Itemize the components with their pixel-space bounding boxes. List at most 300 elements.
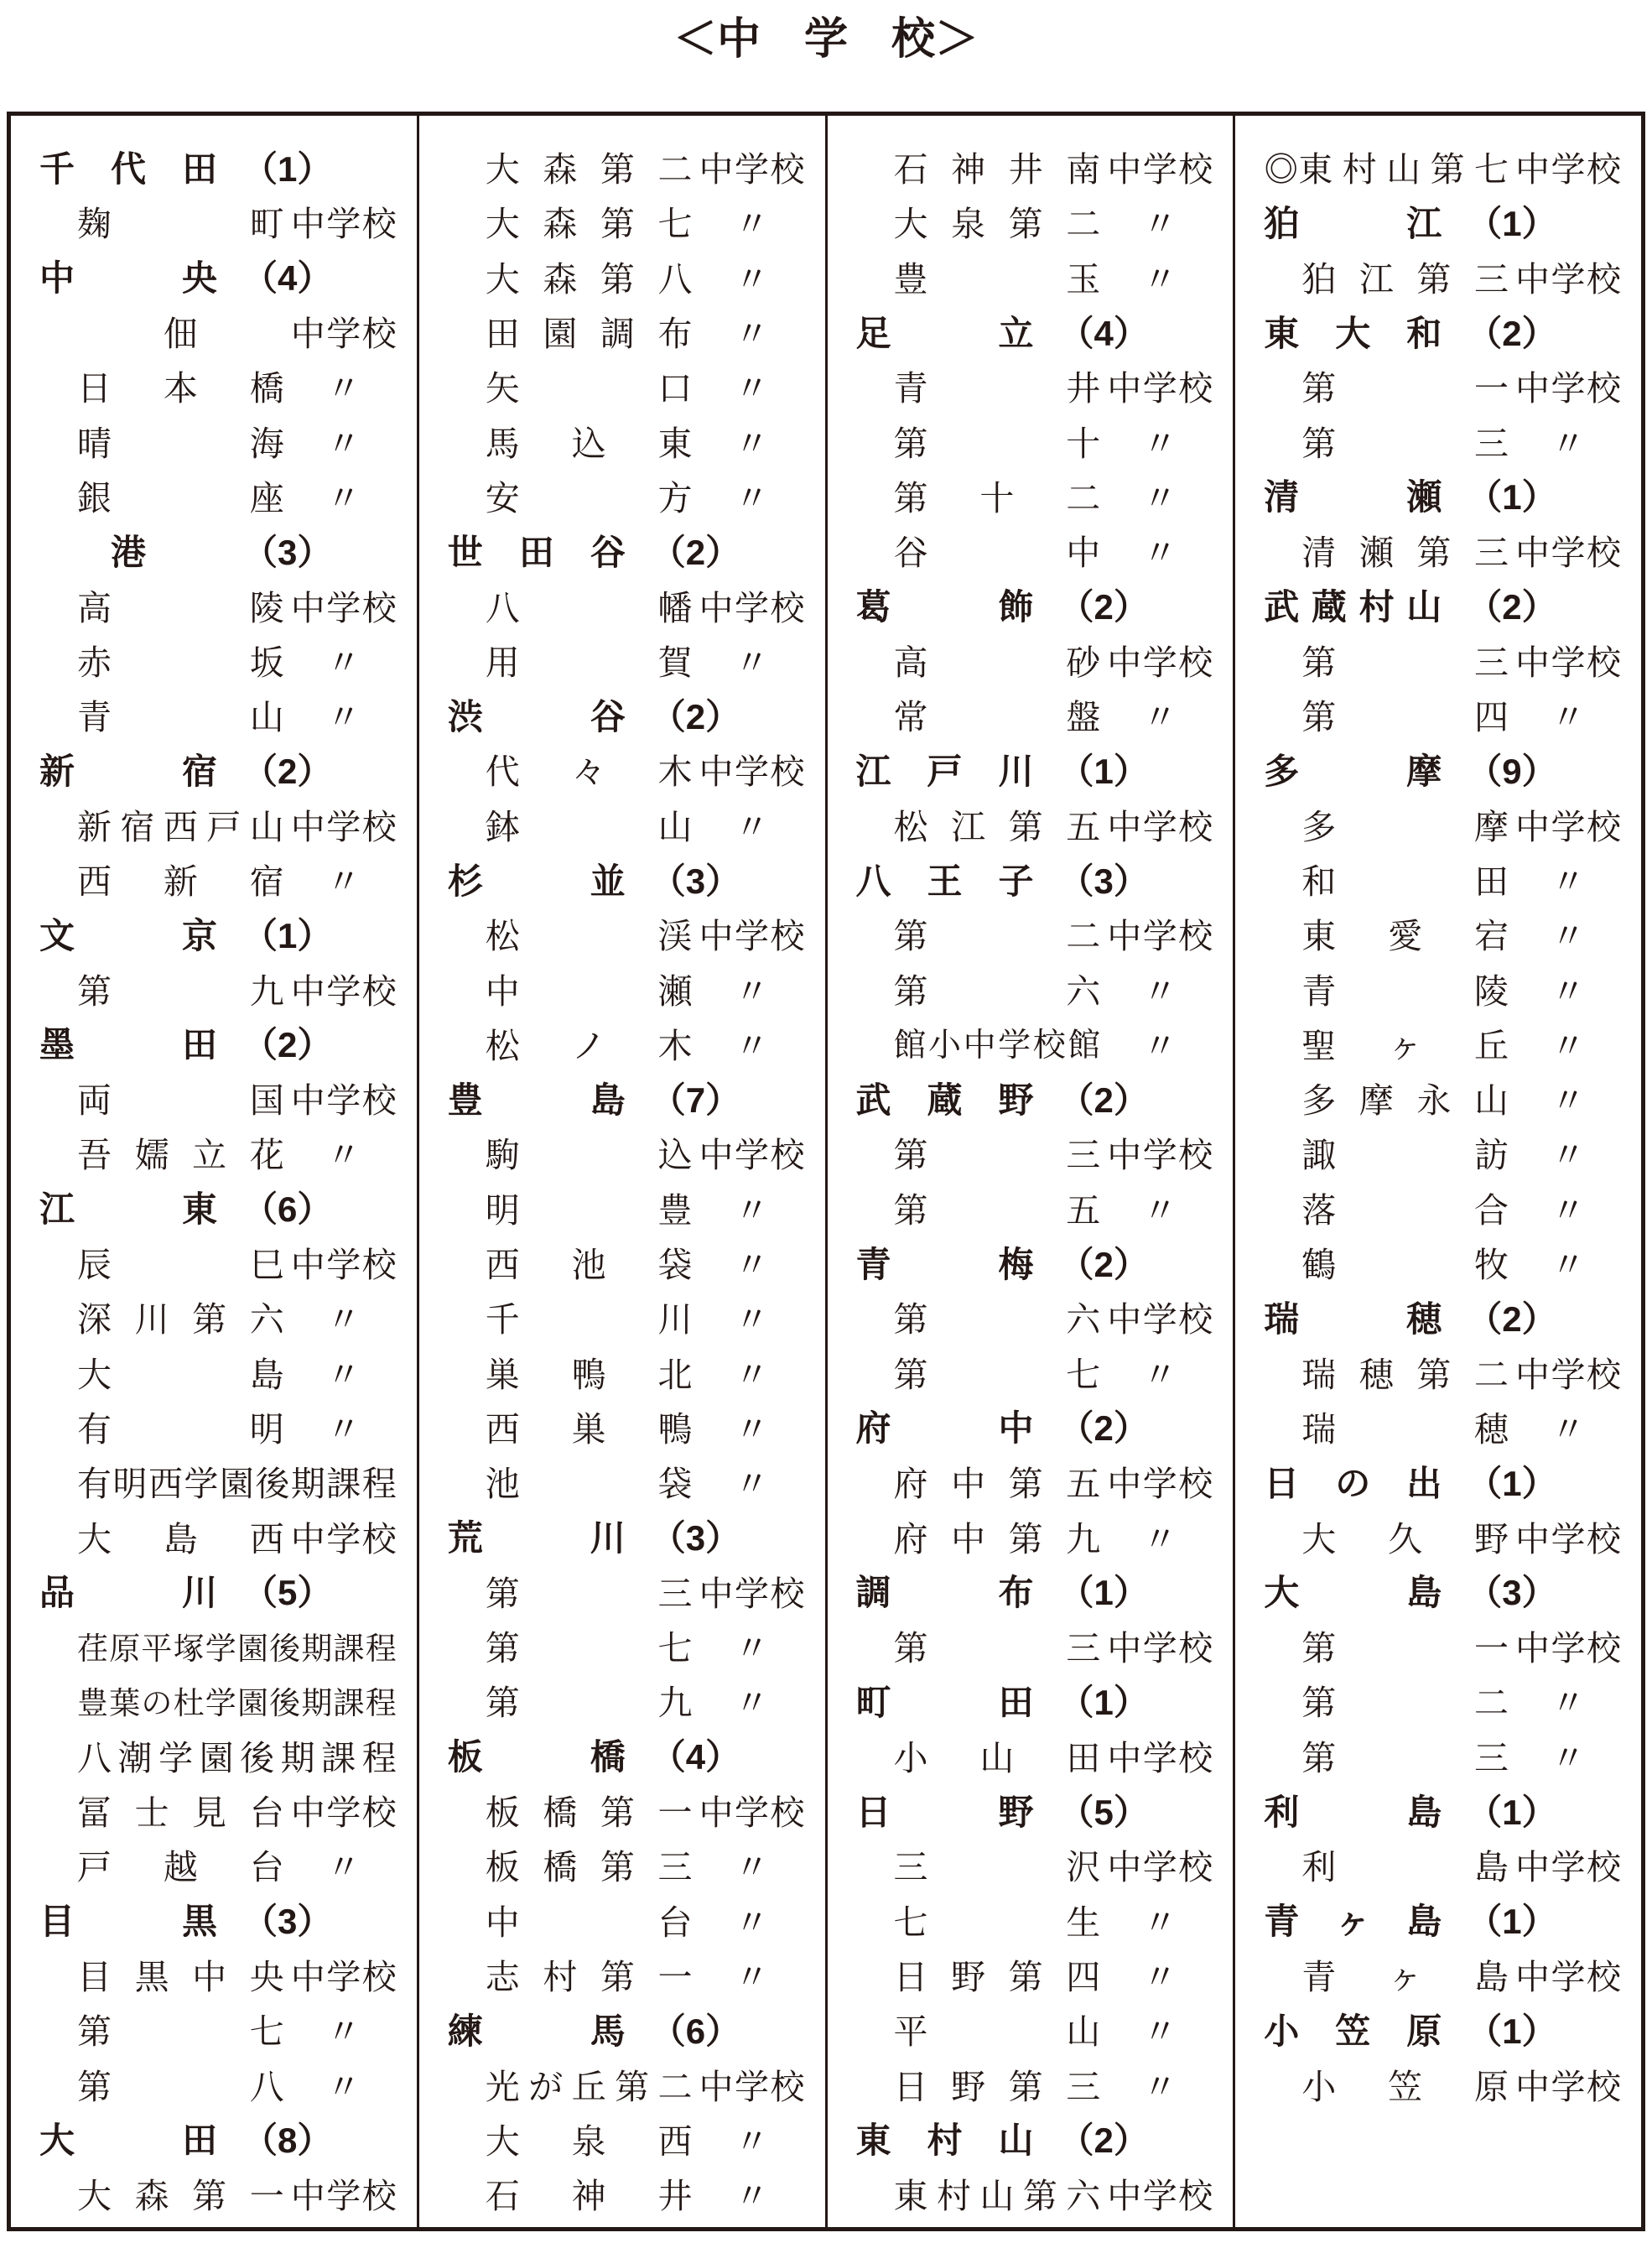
school-suffix: 中 学 校 <box>1107 1629 1213 1668</box>
school-name: 狛 江 第 三 <box>1301 259 1509 299</box>
ditto-mark: 〃 <box>1142 2012 1177 2052</box>
school-count: （4） <box>650 1737 741 1777</box>
school-count: （1） <box>1058 1682 1149 1722</box>
school-name: 大 森 第 一 <box>77 2177 284 2216</box>
school-name: 清 瀬 第 三 <box>1301 533 1509 573</box>
district-header-row <box>39 742 397 796</box>
school-count: （3） <box>1058 861 1149 901</box>
district-header-row <box>39 1180 397 1235</box>
school-row <box>448 358 805 413</box>
school-count: （1） <box>242 148 333 189</box>
school-row <box>1264 139 1621 194</box>
ditto-mark: 〃 <box>1142 1519 1177 1559</box>
school-name: 七 生 <box>893 1902 1101 1942</box>
school-name: 西 新 宿 <box>77 862 284 901</box>
school-name: 和 田 <box>1301 862 1509 901</box>
district-header-row <box>1264 1454 1621 1508</box>
school-name: 千 川 <box>485 1300 693 1340</box>
school-row <box>39 468 397 523</box>
school-row <box>448 2056 805 2110</box>
school-row <box>1264 1016 1621 1070</box>
ditto-mark: 〃 <box>1551 1081 1586 1121</box>
school-row <box>39 687 397 742</box>
school-name: 佃 <box>163 315 198 354</box>
school-name: 小 笠 原 <box>1301 2067 1509 2106</box>
district-name: 千 代 田 <box>39 148 217 189</box>
school-name: 日 野 第 三 <box>893 2067 1101 2106</box>
district-name: 中 央 <box>39 258 217 299</box>
school-row <box>856 523 1213 577</box>
district-header-row <box>1264 1782 1621 1837</box>
school-name: 諏 訪 <box>1301 1136 1509 1175</box>
school-row <box>1264 632 1621 687</box>
school-name: 吾 嬬 立 花 <box>77 1136 284 1175</box>
school-row <box>448 960 805 1015</box>
school-name: 第 三 <box>893 1136 1101 1175</box>
district-name: 目 黒 <box>39 1902 217 1942</box>
school-row <box>1264 1399 1621 1454</box>
school-name: ◎東 村 山 第 七 <box>1264 150 1509 190</box>
ditto-mark: 〃 <box>326 1409 361 1449</box>
school-row <box>448 413 805 467</box>
school-name: 館 小 中 学 校 館 <box>893 1028 1101 1064</box>
district-header-row <box>448 1070 805 1125</box>
school-suffix: 中 学 校 <box>290 971 397 1011</box>
school-count: （1） <box>1467 1902 1557 1942</box>
school-count: （2） <box>1058 2121 1149 2161</box>
district-name: 大 島 <box>1264 1573 1442 1613</box>
school-suffix: 中 学 校 <box>290 2177 397 2216</box>
school-row <box>448 1345 805 1399</box>
ditto-mark: 〃 <box>735 1629 769 1668</box>
ditto-mark: 〃 <box>735 369 769 409</box>
ditto-mark: 〃 <box>1551 1738 1586 1777</box>
school-name: 第 五 <box>893 1190 1101 1230</box>
school-row <box>448 1399 805 1454</box>
school-suffix: 中 学 校 <box>1107 1738 1213 1777</box>
school-row <box>856 1180 1213 1235</box>
school-name: 晴 海 <box>77 424 284 463</box>
ditto-mark: 〃 <box>735 259 769 299</box>
school-row <box>39 960 397 1015</box>
district-name: 渋 谷 <box>447 696 626 736</box>
school-row <box>856 1508 1213 1563</box>
school-row <box>448 2166 805 2220</box>
district-header-row <box>1264 304 1621 358</box>
school-row <box>39 358 397 413</box>
school-row <box>448 1618 805 1673</box>
school-name: 谷 中 <box>893 533 1101 573</box>
district-header-row <box>856 1399 1213 1454</box>
school-row <box>448 1947 805 2001</box>
school-count: （1） <box>1467 1463 1557 1503</box>
school-row <box>448 1837 805 1892</box>
school-row <box>856 1289 1213 1344</box>
district-name: 狛 江 <box>1264 203 1442 243</box>
district-header-row <box>39 1892 397 1947</box>
school-name: 瑞 穂 第 二 <box>1301 1355 1509 1394</box>
school-row <box>448 1180 805 1235</box>
district-name: 武 蔵 野 <box>855 1080 1034 1120</box>
school-row <box>39 1618 397 1673</box>
ditto-mark: 〃 <box>1142 478 1177 518</box>
school-count: （8） <box>242 2121 333 2161</box>
district-header-row <box>39 523 397 577</box>
district-header-row <box>39 1016 397 1070</box>
school-row <box>1264 851 1621 906</box>
school-count: （3） <box>1467 1573 1557 1613</box>
school-name: 八 幡 <box>485 588 693 627</box>
school-name: 日 本 橋 <box>77 369 284 409</box>
school-name: 第 六 <box>893 1300 1101 1340</box>
list-column-4 <box>1235 116 1641 2227</box>
district-header-row <box>448 1728 805 1782</box>
school-row <box>39 1837 397 1892</box>
school-row <box>448 304 805 358</box>
ditto-mark: 〃 <box>735 807 769 846</box>
list-column-2 <box>419 116 828 2227</box>
ditto-mark: 〃 <box>326 369 361 409</box>
district-name: 武 蔵 村 山 <box>1264 587 1442 627</box>
school-name: 第 二 <box>1301 1684 1509 1723</box>
school-suffix: 中 学 校 <box>1107 2177 1213 2216</box>
school-name: 第 八 <box>77 2067 284 2106</box>
school-name: 代 々 木 <box>485 752 693 792</box>
school-row <box>448 742 805 796</box>
school-name: 三 沢 <box>893 1848 1101 1887</box>
school-row <box>39 1125 397 1179</box>
ditto-mark: 〃 <box>735 2121 769 2161</box>
school-row <box>856 194 1213 248</box>
ditto-mark: 〃 <box>735 643 769 682</box>
district-name: 江 東 <box>39 1189 217 1230</box>
school-name: 安 方 <box>485 478 693 518</box>
ditto-mark: 〃 <box>1142 1902 1177 1942</box>
school-name: 高 陵 <box>77 588 284 627</box>
school-row <box>1264 687 1621 742</box>
school-suffix: 中 学 校 <box>1107 643 1213 682</box>
school-suffix: 中 学 校 <box>1515 150 1621 190</box>
school-suffix: 中 学 校 <box>290 1793 397 1833</box>
school-suffix: 中 学 校 <box>1107 917 1213 956</box>
school-suffix: 中 学 校 <box>290 1519 397 1559</box>
ditto-mark: 〃 <box>1142 1957 1177 1996</box>
ditto-mark: 〃 <box>326 1136 361 1175</box>
district-name: 荒 川 <box>447 1518 626 1559</box>
school-suffix: 中 学 校 <box>1515 533 1621 573</box>
district-header-row <box>39 249 397 304</box>
district-name: 墨 田 <box>39 1025 217 1065</box>
school-row <box>1264 1180 1621 1235</box>
school-row <box>856 1125 1213 1179</box>
school-name: 聖 ヶ 丘 <box>1301 1026 1509 1065</box>
district-header-row <box>1264 1289 1621 1344</box>
ditto-mark: 〃 <box>326 698 361 737</box>
school-suffix: 中 学 校 <box>1107 1300 1213 1340</box>
school-row <box>39 577 397 632</box>
school-suffix: 中 学 校 <box>1515 259 1621 299</box>
district-name: 青 ヶ 島 <box>1264 1902 1442 1942</box>
ditto-mark: 〃 <box>735 424 769 463</box>
school-name: 第 三 <box>485 1574 693 1613</box>
ditto-mark: 〃 <box>735 1848 769 1887</box>
school-name: 東 愛 宕 <box>1301 917 1509 956</box>
school-suffix: 中 学 校 <box>699 2067 805 2106</box>
school-row <box>39 1070 397 1125</box>
school-row <box>1264 413 1621 467</box>
ditto-mark: 〃 <box>1142 259 1177 299</box>
ditto-mark: 〃 <box>735 1409 769 1449</box>
school-suffix: 中 学 校 <box>1107 150 1213 190</box>
school-row <box>1264 249 1621 304</box>
school-row <box>448 194 805 248</box>
school-count: （3） <box>650 861 741 901</box>
district-header-row <box>1264 577 1621 632</box>
school-row <box>856 1892 1213 1947</box>
school-row <box>39 2001 397 2056</box>
school-suffix: 中 学 校 <box>290 588 397 627</box>
school-name: 中 瀬 <box>485 971 693 1011</box>
school-name: 第 七 <box>77 2012 284 2052</box>
school-suffix: 中 学 校 <box>290 1246 397 1285</box>
school-name: 石 神 井 南 <box>893 150 1101 190</box>
ditto-mark: 〃 <box>735 1355 769 1394</box>
school-name: 落 合 <box>1301 1190 1509 1230</box>
school-row <box>39 2166 397 2220</box>
school-count: （4） <box>242 258 333 299</box>
ditto-mark: 〃 <box>326 478 361 518</box>
school-name: 大 森 第 二 <box>485 150 693 190</box>
school-count: （3） <box>242 1902 333 1942</box>
district-header-row <box>856 1070 1213 1125</box>
school-count: （4） <box>1058 313 1149 353</box>
school-row <box>448 1564 805 1618</box>
school-name: 戸 越 台 <box>77 1848 284 1887</box>
school-name: 青 ヶ 島 <box>1301 1957 1509 1996</box>
school-row <box>856 1618 1213 1673</box>
ditto-mark: 〃 <box>326 2012 361 2052</box>
ditto-mark: 〃 <box>1142 1355 1177 1394</box>
ditto-mark: 〃 <box>1142 205 1177 244</box>
school-count: （3） <box>242 532 333 572</box>
school-name: 常 盤 <box>893 698 1101 737</box>
school-row <box>1264 1618 1621 1673</box>
district-name: 東 大 和 <box>1264 313 1442 353</box>
district-header-row <box>856 851 1213 906</box>
school-name: 第 十 <box>893 424 1101 463</box>
ditto-mark: 〃 <box>1142 1190 1177 1230</box>
ditto-mark: 〃 <box>326 643 361 682</box>
school-count: （2） <box>1058 1080 1149 1120</box>
school-suffix: 中 学 校 <box>290 1957 397 1996</box>
district-header-row <box>856 1673 1213 1727</box>
school-suffix: 中 学 校 <box>1515 807 1621 846</box>
district-name: 青 梅 <box>855 1244 1034 1284</box>
school-row <box>1264 1345 1621 1399</box>
school-row <box>448 468 805 523</box>
school-name: 荏 原 平 塚 学 園 後 期 課 程 <box>77 1632 397 1667</box>
school-name: 用 賀 <box>485 643 693 682</box>
ditto-mark: 〃 <box>1551 424 1586 463</box>
district-header-row <box>1264 194 1621 248</box>
school-name: 池 袋 <box>485 1465 693 1504</box>
district-name: 練 馬 <box>447 2011 626 2051</box>
school-name: 西 池 袋 <box>485 1246 693 1285</box>
school-suffix: 中 学 校 <box>699 1793 805 1833</box>
school-row <box>1264 1125 1621 1179</box>
school-count: （5） <box>242 1573 333 1613</box>
school-count: （5） <box>1058 1792 1149 1832</box>
school-name: 西 巣 鴨 <box>485 1409 693 1449</box>
ditto-mark: 〃 <box>1551 1190 1586 1230</box>
school-count: （2） <box>650 696 741 736</box>
school-count: （7） <box>650 1080 741 1120</box>
school-row <box>856 1837 1213 1892</box>
ditto-mark: 〃 <box>735 1465 769 1504</box>
district-name: 町 田 <box>855 1682 1034 1722</box>
school-count: （1） <box>1467 1792 1557 1832</box>
school-count: （1） <box>242 915 333 955</box>
ditto-mark: 〃 <box>735 315 769 354</box>
school-name: 大 久 野 <box>1301 1519 1509 1559</box>
school-name: 府 中 第 五 <box>893 1465 1101 1504</box>
district-header-row <box>1264 468 1621 523</box>
district-name: 杉 並 <box>447 861 626 901</box>
school-name: 石 神 井 <box>485 2177 693 2216</box>
district-header-row <box>448 851 805 906</box>
school-row <box>1264 1673 1621 1727</box>
district-header-row <box>1264 1892 1621 1947</box>
school-name: 駒 込 <box>485 1136 693 1175</box>
school-row <box>1264 1947 1621 2001</box>
school-count: （2） <box>1058 587 1149 627</box>
school-count: （2） <box>1467 313 1557 353</box>
school-count: （2） <box>1467 1298 1557 1339</box>
school-row <box>39 1782 397 1837</box>
ditto-mark: 〃 <box>735 1246 769 1285</box>
school-suffix: 中 学 校 <box>699 588 805 627</box>
list-column-3 <box>828 116 1236 2227</box>
district-header-row <box>856 577 1213 632</box>
school-row <box>448 1454 805 1508</box>
school-name: 新 宿 西 戸 山 <box>77 807 284 846</box>
school-name: 第 六 <box>893 971 1101 1011</box>
school-name: 豊 玉 <box>893 259 1101 299</box>
district-name: 清 瀬 <box>1264 477 1442 518</box>
district-header-row <box>856 2111 1213 2166</box>
school-row <box>448 1289 805 1344</box>
ditto-mark: 〃 <box>1142 424 1177 463</box>
district-header-row <box>856 1235 1213 1289</box>
school-name: 有 明 西 学 園 後 期 課 程 <box>77 1465 397 1504</box>
school-row <box>856 249 1213 304</box>
school-row <box>448 2111 805 2166</box>
school-row <box>39 632 397 687</box>
school-name: 志 村 第 一 <box>485 1957 693 1996</box>
school-row <box>448 577 805 632</box>
district-header-row <box>39 139 397 194</box>
school-name: 大 島 <box>77 1355 284 1394</box>
school-row <box>39 1508 397 1563</box>
district-name: 港 <box>110 532 146 572</box>
school-count: （1） <box>1058 1573 1149 1613</box>
ditto-mark: 〃 <box>1551 1026 1586 1065</box>
district-header-row <box>856 1564 1213 1618</box>
school-name: 第 一 <box>1301 1629 1509 1668</box>
ditto-mark: 〃 <box>1551 1246 1586 1285</box>
ditto-mark: 〃 <box>735 1026 769 1065</box>
ditto-mark: 〃 <box>735 1300 769 1340</box>
school-row <box>1264 960 1621 1015</box>
school-name: 平 山 <box>893 2012 1101 2052</box>
school-name: 第 九 <box>485 1684 693 1723</box>
school-row <box>39 851 397 906</box>
school-row <box>448 1235 805 1289</box>
school-name: 大 泉 第 二 <box>893 205 1101 244</box>
district-name: 文 京 <box>39 915 217 955</box>
school-suffix: 中 学 校 <box>1515 1355 1621 1394</box>
school-count: （2） <box>242 751 333 791</box>
school-suffix: 中 学 校 <box>1107 1848 1213 1887</box>
school-suffix: 中 学 校 <box>290 205 397 244</box>
school-suffix: 中 学 校 <box>1107 1465 1213 1504</box>
school-suffix: 中 学 校 <box>1107 807 1213 846</box>
school-name: 日 野 第 四 <box>893 1957 1101 1996</box>
ditto-mark: 〃 <box>326 2067 361 2106</box>
school-name: 鶴 牧 <box>1301 1246 1509 1285</box>
school-row <box>448 1125 805 1179</box>
school-suffix: 中 学 校 <box>1107 369 1213 409</box>
school-name: 大 森 第 八 <box>485 259 693 299</box>
school-row <box>448 906 805 960</box>
school-row <box>1264 1837 1621 1892</box>
school-row <box>856 2056 1213 2110</box>
school-name: 松 江 第 五 <box>893 807 1101 846</box>
school-name: 瑞 穂 <box>1301 1409 1509 1449</box>
school-row <box>39 304 397 358</box>
school-row <box>1264 797 1621 851</box>
ditto-mark: 〃 <box>1142 698 1177 737</box>
school-row <box>856 1016 1213 1070</box>
school-name: 深 川 第 六 <box>77 1300 284 1340</box>
school-suffix: 中 学 校 <box>290 1081 397 1121</box>
district-header-row <box>1264 742 1621 796</box>
school-count: （2） <box>1058 1244 1149 1284</box>
school-name: 大 泉 西 <box>485 2121 693 2161</box>
district-name: 新 宿 <box>39 751 217 791</box>
district-header-row <box>39 1564 397 1618</box>
school-row <box>39 1235 397 1289</box>
school-row <box>856 960 1213 1015</box>
school-row <box>1264 358 1621 413</box>
school-row <box>39 194 397 248</box>
ditto-mark: 〃 <box>1551 1684 1586 1723</box>
school-name: 光 が 丘 第 二 <box>485 2067 693 2106</box>
school-name: 多 摩 永 山 <box>1301 1081 1509 1121</box>
school-name: 利 島 <box>1301 1848 1509 1887</box>
school-name: 両 国 <box>77 1081 284 1121</box>
school-row <box>39 413 397 467</box>
school-name: 青 山 <box>77 698 284 737</box>
school-suffix: 中 学 校 <box>699 1574 805 1613</box>
school-row <box>856 2001 1213 2056</box>
school-name: 松 ノ 木 <box>485 1026 693 1065</box>
ditto-mark: 〃 <box>1142 533 1177 573</box>
school-suffix: 中 学 校 <box>1515 369 1621 409</box>
district-header-row <box>39 2111 397 2166</box>
school-name: 松 渓 <box>485 917 693 956</box>
school-name: 豊 葉 の 杜 学 園 後 期 課 程 <box>77 1686 397 1721</box>
